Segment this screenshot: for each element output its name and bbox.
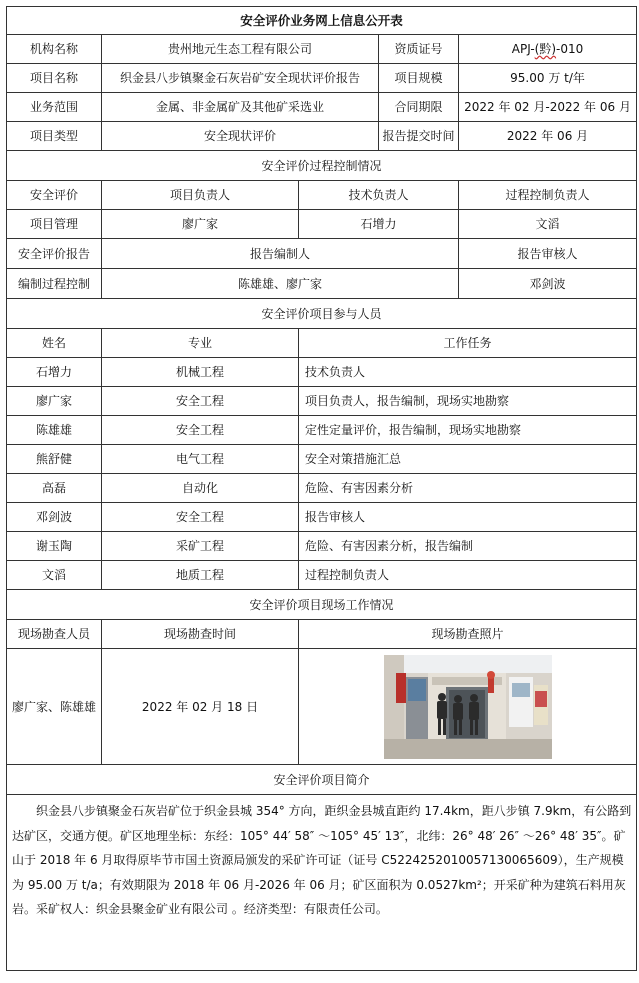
table-row	[7, 503, 637, 532]
contract-label: 合同期限	[379, 93, 459, 122]
member-task: 危险、有害因素分析，报告编制	[299, 532, 637, 561]
report-label-2: 编制过程控制	[7, 269, 102, 299]
member-major: 采矿工程	[102, 532, 299, 561]
intro-section-title: 安全评价项目简介	[7, 765, 637, 795]
site-photo-cell	[299, 649, 637, 765]
mgmt-label-1: 安全评价	[7, 181, 102, 210]
member-major: 电气工程	[102, 445, 299, 474]
writer-label: 报告编制人	[102, 239, 459, 269]
site-header-date: 现场勘查时间	[102, 620, 299, 649]
intro-text: 织金县八步镇聚金石灰岩矿位于织金县城 354° 方向，距织金县城直距约 17.4km，距八步镇 7.9km，有公路到达矿区，交通方便。矿区地理坐标：东经：105° 44′ 58″ ～105° 45′ 13″，北纬：26° 48′ 26″ ～26° 48′ 35″。矿山于 2018 年 6 月取得原毕节市国土资源局颁发的采矿许可证（证号 C5224252010057130065609），生产规模为 95.00 万 t/a；有效期限为 2018 年 06 月-2026 年 06 月；矿区面积为 0.0527km²；开采矿种为建筑石料用灰岩。采矿权人：织金县聚金矿业有限公司 。经济类型：有限责任公司。	[7, 795, 637, 971]
member-name: 高磊	[7, 474, 102, 503]
member-task: 安全对策措施汇总	[299, 445, 637, 474]
member-task: 过程控制负责人	[299, 561, 637, 590]
process-section-title: 安全评价过程控制情况	[7, 151, 637, 181]
org-label: 机构名称	[7, 35, 102, 64]
submit-label: 报告提交时间	[379, 122, 459, 151]
member-task: 定性定量评价，报告编制，现场实地勘察	[299, 416, 637, 445]
member-name: 陈雄雄	[7, 416, 102, 445]
project-value: 织金县八步镇聚金石灰岩矿安全现状评价报告	[102, 64, 379, 93]
scale-value: 95.00 万 t/年	[459, 64, 637, 93]
table-row	[7, 358, 637, 387]
member-task: 报告审核人	[299, 503, 637, 532]
contract-value: 2022 年 02 月-2022 年 06 月	[459, 93, 637, 122]
table-row	[7, 474, 637, 503]
table-row	[7, 416, 637, 445]
member-name: 廖广家	[7, 387, 102, 416]
table-row	[7, 387, 637, 416]
scale-label: 项目规模	[379, 64, 459, 93]
member-major: 机械工程	[102, 358, 299, 387]
tech-label: 技术负责人	[299, 181, 459, 210]
member-name: 谢玉陶	[7, 532, 102, 561]
table-row	[7, 532, 637, 561]
member-major: 安全工程	[102, 503, 299, 532]
leader-value: 廖广家	[102, 210, 299, 239]
ctrl-label: 过程控制负责人	[459, 181, 637, 210]
writer-value: 陈雄雄、廖广家	[102, 269, 459, 299]
site-date: 2022 年 02 月 18 日	[102, 649, 299, 765]
table-row	[7, 445, 637, 474]
member-major: 地质工程	[102, 561, 299, 590]
type-label: 项目类型	[7, 122, 102, 151]
site-section-title: 安全评价项目现场工作情况	[7, 590, 637, 620]
disclosure-table	[6, 6, 637, 971]
member-major: 自动化	[102, 474, 299, 503]
member-task: 危险、有害因素分析	[299, 474, 637, 503]
member-major: 安全工程	[102, 416, 299, 445]
members-section-title: 安全评价项目参与人员	[7, 299, 637, 329]
member-name: 熊舒健	[7, 445, 102, 474]
reviewer-label: 报告审核人	[459, 239, 637, 269]
site-people: 廖广家、陈雄雄	[7, 649, 102, 765]
cert-value: APJ-(黔)-010	[459, 35, 637, 64]
disclosure-sheet	[6, 6, 636, 971]
members-header-task: 工作任务	[299, 329, 637, 358]
scope-value: 金属、非金属矿及其他矿采选业	[102, 93, 379, 122]
member-major: 安全工程	[102, 387, 299, 416]
submit-value: 2022 年 06 月	[459, 122, 637, 151]
type-value: 安全现状评价	[102, 122, 379, 151]
scope-label: 业务范围	[7, 93, 102, 122]
mgmt-label-2: 项目管理	[7, 210, 102, 239]
member-task: 技术负责人	[299, 358, 637, 387]
reviewer-value: 邓剑波	[459, 269, 637, 299]
table-row	[7, 561, 637, 590]
members-header-major: 专业	[102, 329, 299, 358]
site-header-photo: 现场勘查照片	[299, 620, 637, 649]
site-header-people: 现场勘查人员	[7, 620, 102, 649]
org-value: 贵州地元生态工程有限公司	[102, 35, 379, 64]
member-name: 石增力	[7, 358, 102, 387]
project-label: 项目名称	[7, 64, 102, 93]
members-header-name: 姓名	[7, 329, 102, 358]
report-label-1: 安全评价报告	[7, 239, 102, 269]
cert-label: 资质证号	[379, 35, 459, 64]
member-task: 项目负责人，报告编制，现场实地勘察	[299, 387, 637, 416]
ctrl-value: 文滔	[459, 210, 637, 239]
member-name: 邓剑波	[7, 503, 102, 532]
member-name: 文滔	[7, 561, 102, 590]
leader-label: 项目负责人	[102, 181, 299, 210]
tech-value: 石增力	[299, 210, 459, 239]
page-title: 安全评价业务网上信息公开表	[7, 7, 637, 35]
site-photo	[384, 655, 552, 759]
